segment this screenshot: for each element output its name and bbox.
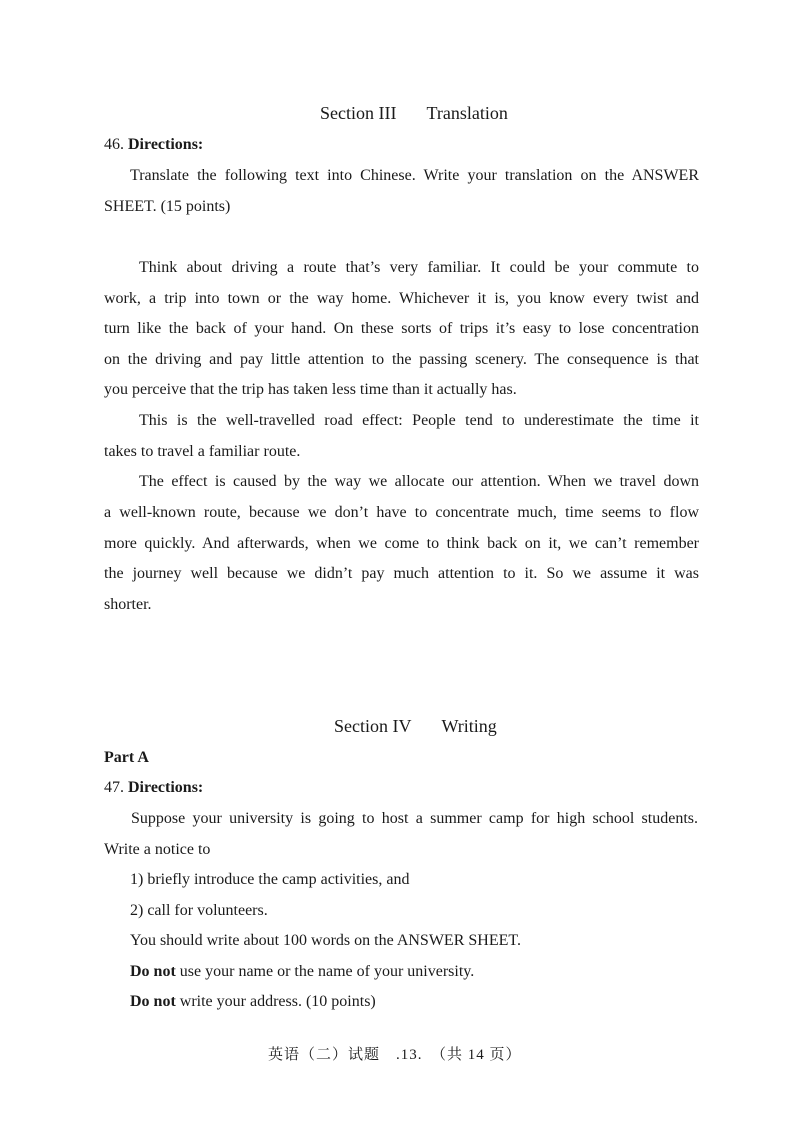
passage-line: takes to travel a familiar route.: [104, 443, 301, 460]
passage-line: a well-known route, because we don’t have to concentrate much, time seems to flow: [104, 504, 699, 521]
q47-directions-label: [104, 779, 203, 797]
part-a-label: Part A: [104, 749, 149, 766]
section-iv-title: Writing: [441, 716, 497, 736]
q46-instruction-line-1: Translate the following text into Chinese. Write your translation on the ANSWER: [130, 167, 699, 184]
passage-line: on the driving and pay little attention to the passing scenery. The consequence is that: [104, 351, 699, 368]
q46-directions: Directions:: [128, 136, 204, 153]
passage-line: turn like the back of your hand. On these sorts of trips it’s easy to lose concentration: [104, 320, 699, 337]
passage-line: Think about driving a route that’s very familiar. It could be your commute to: [139, 259, 699, 276]
passage-line: The effect is caused by the way we allocate our attention. When we travel down: [139, 473, 699, 490]
section-iv-heading: [334, 716, 497, 737]
q47-number: 47.: [104, 779, 124, 796]
q47-directions: Directions:: [128, 779, 204, 796]
page-footer: 英语（二）试题 .13. （共 14 页）: [268, 1047, 522, 1063]
do-not-label: Do not: [130, 993, 176, 1010]
section-iii-title: Translation: [426, 103, 508, 123]
passage-line: shorter.: [104, 596, 152, 613]
q47-line: Suppose your university is going to host a summer camp for high school students.: [131, 810, 698, 827]
note-2-text: write your address. (10 points): [175, 993, 376, 1010]
note-1-text: use your name or the name of your university.: [175, 963, 475, 980]
q47-line: You should write about 100 words on the ANSWER SHEET.: [130, 932, 521, 949]
passage-line: you perceive that the trip has taken less time than it actually has.: [104, 381, 517, 398]
q47-note-1: [130, 963, 474, 981]
section-iv-label: Section IV: [334, 716, 412, 736]
q46-directions-label: [104, 136, 203, 154]
q46-instruction-line-2: SHEET. (15 points): [104, 198, 231, 215]
q47-line: 1) briefly introduce the camp activities, and: [130, 871, 410, 888]
passage-line: the journey well because we didn’t pay much attention to it. So we assume it was: [104, 565, 699, 582]
q47-line: Write a notice to: [104, 841, 211, 858]
passage-line: work, a trip into town or the way home. Whichever it is, you know every twist and: [104, 290, 699, 307]
section-iii-label: Section III: [320, 103, 397, 123]
do-not-label: Do not: [130, 963, 176, 980]
q47-line: 2) call for volunteers.: [130, 902, 268, 919]
passage-line: This is the well-travelled road effect: People tend to underestimate the time it: [139, 412, 699, 429]
passage-line: more quickly. And afterwards, when we come to think back on it, we can’t remember: [104, 535, 699, 552]
q46-number: 46.: [104, 136, 124, 153]
q47-note-2: [130, 993, 376, 1011]
section-iii-heading: [320, 103, 508, 124]
